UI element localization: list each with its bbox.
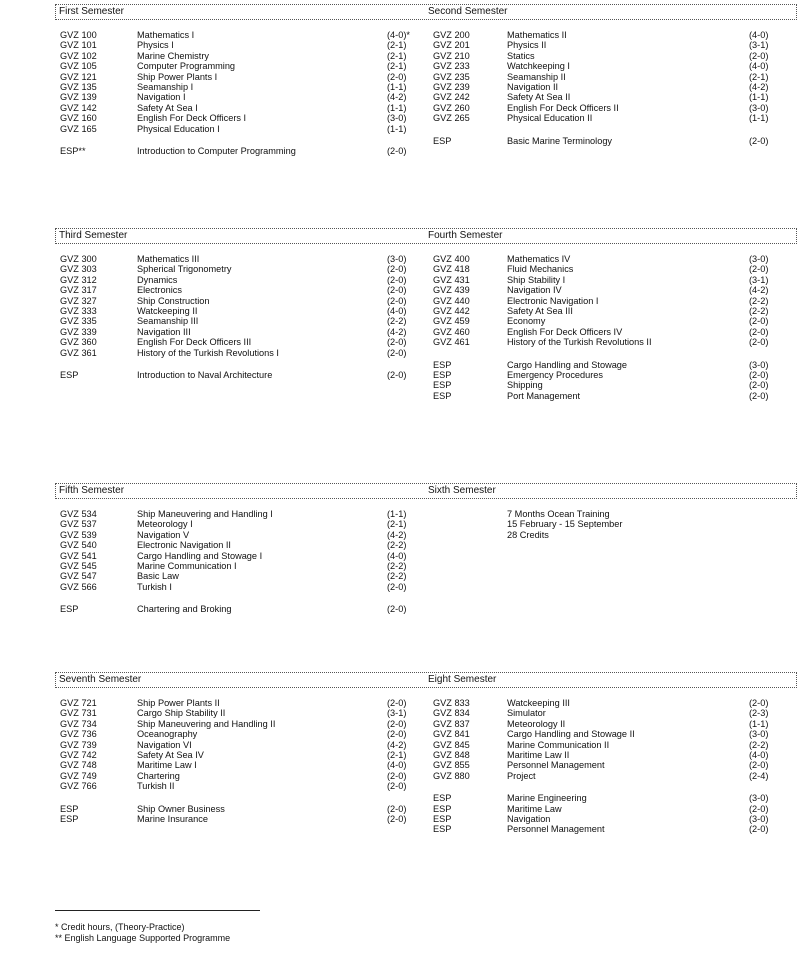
course-credit: (2-1) [387, 50, 407, 61]
course-row [55, 306, 795, 316]
semester-right-column [55, 254, 795, 401]
course-credit: (3-0) [387, 254, 407, 264]
course-credit: (2-0) [387, 264, 407, 275]
course-name: Ship Maneuvering and Handling I [137, 509, 273, 519]
course-row [55, 40, 795, 50]
course-credit: (2-2) [387, 571, 407, 582]
course-code: GVZ 440 [433, 295, 470, 306]
course-credit: (2-0) [749, 760, 769, 771]
esp-course-name: Basic Marine Terminology [507, 135, 613, 146]
course-code: GVZ 460 [433, 326, 470, 337]
course-credit: (3-1) [749, 40, 769, 51]
course-code: GVZ 200 [433, 30, 470, 40]
course-code: GVZ 566 [60, 581, 97, 592]
course-row [55, 551, 795, 561]
course-code: GVZ 165 [60, 123, 97, 134]
course-row [55, 30, 795, 40]
course-name: Computer Programming [137, 61, 236, 72]
semester-header-bar [55, 672, 797, 688]
course-row [55, 561, 795, 571]
esp-course-code: ESP [433, 369, 452, 380]
course-name: Safety At Sea III [507, 305, 573, 316]
course-name: Marine Chemistry [137, 50, 209, 61]
course-name: English For Deck Officers I [137, 113, 247, 124]
course-code: GVZ 855 [433, 760, 470, 771]
course-name: Watckeeping III [507, 698, 570, 708]
course-name: Ship Power Plants I [137, 71, 218, 82]
course-code: GVZ 834 [433, 708, 470, 719]
esp-course-row [55, 804, 795, 814]
course-code: GVZ 731 [60, 708, 97, 719]
course-credit: (4-2) [749, 81, 769, 92]
course-name: Statics [507, 50, 535, 61]
course-name: Navigation III [137, 326, 191, 337]
footnote-credit-hours: * Credit hours, (Theory-Practice) [55, 922, 185, 932]
course-credit: (2-0) [749, 50, 769, 61]
course-code: GVZ 327 [60, 295, 97, 306]
esp-course-credit: (2-0) [749, 380, 769, 391]
esp-course-row [55, 136, 795, 146]
course-credit: (2-2) [387, 316, 407, 327]
course-name: Ship Construction [137, 295, 210, 306]
esp-course-name: Introduction to Computer Programming [137, 145, 296, 156]
esp-course-credit: (2-0) [749, 824, 769, 835]
esp-course-name: Personnel Management [507, 824, 605, 835]
course-code: GVZ 736 [60, 729, 97, 740]
esp-course-name: Port Management [507, 390, 581, 401]
semester-right-column [55, 698, 795, 835]
esp-course-credit: (2-0) [749, 369, 769, 380]
course-name: Meteorology I [137, 519, 193, 530]
course-row [55, 72, 795, 82]
course-name: Physics I [137, 40, 174, 51]
esp-course-code: ESP [433, 793, 452, 804]
course-code: GVZ 739 [60, 739, 97, 750]
esp-course-row [55, 604, 795, 614]
course-name: Electronic Navigation II [137, 540, 231, 551]
course-row [55, 61, 795, 71]
course-code: GVZ 210 [433, 50, 470, 61]
course-code: GVZ 845 [433, 739, 470, 750]
course-credit: (3-0) [749, 729, 769, 740]
course-code: GVZ 439 [433, 285, 470, 296]
course-credit: (2-2) [749, 739, 769, 750]
course-credit: (2-0) [387, 337, 407, 348]
course-name: Simulator [507, 708, 546, 719]
course-name: Seamanship II [507, 71, 566, 82]
semester-title: Third Semester [59, 230, 128, 241]
esp-course-row [55, 824, 795, 834]
course-credit: (2-0) [387, 718, 407, 729]
semester-header-bar [55, 483, 797, 499]
course-name: Safety At Sea II [507, 92, 571, 103]
course-name: Economy [507, 316, 546, 327]
course-row [55, 285, 795, 295]
course-row [55, 582, 795, 592]
esp-course-code: ESP [433, 824, 452, 835]
semester-right-column [55, 30, 795, 146]
course-name: Ship Stability I [507, 274, 566, 285]
course-credit: (2-0) [749, 264, 769, 275]
course-code: GVZ 201 [433, 40, 470, 51]
course-name: Navigation V [137, 529, 190, 540]
course-code: GVZ 312 [60, 274, 97, 285]
course-code: GVZ 265 [433, 113, 470, 124]
course-credit: (1-1) [387, 102, 407, 113]
course-name: Electronics [137, 285, 182, 296]
footnote-rule [55, 910, 260, 911]
course-name: Project [507, 770, 536, 781]
course-row [55, 92, 795, 102]
course-row [55, 337, 795, 347]
esp-course-name: Navigation [507, 813, 551, 824]
course-credit: (2-2) [749, 305, 769, 316]
course-credit: (4-0) [749, 30, 769, 40]
esp-course-code: ESP [433, 390, 452, 401]
course-credit: (4-0) [387, 305, 407, 316]
course-code: GVZ 721 [60, 698, 97, 708]
course-row [55, 103, 795, 113]
course-credit: (1-1) [387, 81, 407, 92]
esp-course-credit: (3-0) [749, 793, 769, 804]
esp-course-name: Maritime Law [507, 803, 562, 814]
course-name: Mathematics IV [507, 254, 571, 264]
esp-course-code: ESP [433, 803, 452, 814]
course-credit: (4-0) [387, 760, 407, 771]
esp-course-row [55, 360, 795, 370]
course-credit: (2-0) [387, 295, 407, 306]
esp-course-name: Emergency Procedures [507, 369, 604, 380]
course-code: GVZ 101 [60, 40, 97, 51]
course-code: GVZ 534 [60, 509, 97, 519]
esp-course-name: Marine Insurance [137, 813, 208, 824]
course-credit: (4-0) [749, 61, 769, 72]
course-credit: (2-0) [387, 770, 407, 781]
course-code: GVZ 833 [433, 698, 470, 708]
semester-title: Eight Semester [428, 674, 497, 685]
esp-course-credit: (2-0) [749, 390, 769, 401]
esp-course-credit: (2-0) [387, 369, 407, 380]
esp-course-credit: (3-0) [749, 359, 769, 370]
course-credit: (4-0)* [387, 30, 410, 40]
course-code: GVZ 100 [60, 30, 97, 40]
esp-course-row [55, 391, 795, 401]
esp-course-row [55, 793, 795, 803]
course-code: GVZ 239 [433, 81, 470, 92]
course-credit: (1-1) [749, 718, 769, 729]
course-code: GVZ 235 [433, 71, 470, 82]
semester-title: Second Semester [428, 6, 508, 17]
esp-course-code: ESP [433, 359, 452, 370]
course-credit: (2-1) [749, 71, 769, 82]
course-credit: (2-0) [387, 781, 407, 792]
course-code: GVZ 121 [60, 71, 97, 82]
semester-title: Fifth Semester [59, 485, 125, 496]
course-credit: (2-2) [749, 295, 769, 306]
course-credit: (2-0) [387, 698, 407, 708]
course-row [55, 296, 795, 306]
course-code: GVZ 160 [60, 113, 97, 124]
training-note: 7 Months Ocean Training [507, 509, 610, 519]
course-credit: (2-0) [387, 581, 407, 592]
course-code: GVZ 545 [60, 560, 97, 571]
course-name: Chartering [137, 770, 180, 781]
course-credit: (2-0) [387, 274, 407, 285]
course-row [55, 327, 795, 337]
course-credit: (2-0) [749, 698, 769, 708]
course-code: GVZ 431 [433, 274, 470, 285]
course-row [55, 264, 795, 274]
course-credit: (2-1) [387, 61, 407, 72]
course-code: GVZ 734 [60, 718, 97, 729]
course-name: Dynamics [137, 274, 178, 285]
course-name: Basic Law [137, 571, 179, 582]
semester-header-bar [55, 228, 797, 244]
semester-header-bar [55, 4, 797, 20]
course-row [55, 740, 795, 750]
esp-course-code: ESP [433, 135, 452, 146]
esp-course-row [55, 146, 795, 156]
course-code: GVZ 339 [60, 326, 97, 337]
course-name: Navigation VI [137, 739, 192, 750]
semester-right-column [55, 509, 795, 540]
course-code: GVZ 841 [433, 729, 470, 740]
esp-course-credit: (2-0) [387, 803, 407, 814]
course-credit: (4-2) [387, 739, 407, 750]
course-name: Ship Maneuvering and Handling II [137, 718, 276, 729]
course-credit: (4-2) [749, 285, 769, 296]
course-credit: (2-0) [749, 326, 769, 337]
course-code: GVZ 242 [433, 92, 470, 103]
course-code: GVZ 539 [60, 529, 97, 540]
course-row [55, 51, 795, 61]
training-note: 28 Credits [507, 529, 549, 540]
esp-course-code: ESP [60, 369, 79, 380]
course-name: Turkish I [137, 581, 172, 592]
esp-course-code: ESP [433, 813, 452, 824]
course-credit: (2-4) [749, 770, 769, 781]
course-name: Safety At Sea IV [137, 749, 204, 760]
semester-title: Sixth Semester [428, 485, 496, 496]
course-credit: (4-2) [387, 92, 407, 103]
course-credit: (4-0) [387, 550, 407, 561]
course-credit: (2-0) [749, 337, 769, 348]
course-credit: (3-0) [749, 254, 769, 264]
esp-course-row [55, 814, 795, 824]
esp-course-code: ESP [60, 803, 79, 814]
course-name: Oceanography [137, 729, 198, 740]
training-note-row [55, 509, 795, 519]
course-code: GVZ 335 [60, 316, 97, 327]
course-credit: (2-0) [387, 729, 407, 740]
course-credit: (4-2) [387, 529, 407, 540]
course-row [55, 698, 795, 708]
course-credit: (2-2) [387, 540, 407, 551]
training-note-row [55, 530, 795, 540]
course-code: GVZ 233 [433, 61, 470, 72]
esp-course-name: Shipping [507, 380, 543, 391]
course-code: GVZ 748 [60, 760, 97, 771]
course-credit: (2-1) [387, 519, 407, 530]
esp-course-credit: (2-0) [749, 803, 769, 814]
semester-title: Seventh Semester [59, 674, 142, 685]
course-credit: (1-1) [749, 92, 769, 103]
course-code: GVZ 333 [60, 305, 97, 316]
semester-title: First Semester [59, 6, 125, 17]
course-code: GVZ 360 [60, 337, 97, 348]
course-row [55, 771, 795, 781]
course-credit: (2-1) [387, 749, 407, 760]
course-code: GVZ 139 [60, 92, 97, 103]
course-code: GVZ 142 [60, 102, 97, 113]
course-code: GVZ 300 [60, 254, 97, 264]
course-name: Mathematics II [507, 30, 567, 40]
course-code: GVZ 461 [433, 337, 470, 348]
semester-title: Fourth Semester [428, 230, 503, 241]
course-name: Fluid Mechanics [507, 264, 574, 275]
course-code: GVZ 837 [433, 718, 470, 729]
course-name: Watchkeeping I [507, 61, 570, 72]
course-credit: (2-0) [387, 347, 407, 358]
course-name: History of the Turkish Revolutions II [507, 337, 652, 348]
esp-course-name: Cargo Handling and Stowage [507, 359, 628, 370]
course-name: Mathematics III [137, 254, 200, 264]
course-credit: (3-0) [749, 102, 769, 113]
course-row [55, 275, 795, 285]
course-code: GVZ 102 [60, 50, 97, 61]
course-code: GVZ 260 [433, 102, 470, 113]
course-name: Cargo Handling and Stowage II [507, 729, 635, 740]
course-row [55, 708, 795, 718]
footnote-esp: ** English Language Supported Programme [55, 933, 231, 943]
course-credit: (4-0) [749, 749, 769, 760]
course-code: GVZ 105 [60, 61, 97, 72]
course-credit: (2-1) [387, 40, 407, 51]
course-name: Electronic Navigation I [507, 295, 599, 306]
course-code: GVZ 459 [433, 316, 470, 327]
course-code: GVZ 442 [433, 305, 470, 316]
course-credit: (3-1) [387, 708, 407, 719]
course-code: GVZ 303 [60, 264, 97, 275]
esp-course-code: ESP** [60, 145, 86, 156]
course-name: Maritime Law I [137, 760, 197, 771]
course-credit: (3-1) [749, 274, 769, 285]
course-row [55, 571, 795, 581]
esp-course-name: Introduction to Naval Architecture [137, 369, 273, 380]
course-row [55, 113, 795, 123]
course-row [55, 82, 795, 92]
course-code: GVZ 880 [433, 770, 470, 781]
course-code: GVZ 418 [433, 264, 470, 275]
course-row [55, 719, 795, 729]
esp-course-code: ESP [433, 380, 452, 391]
course-row [55, 254, 795, 264]
course-credit: (1-1) [749, 113, 769, 124]
course-name: Navigation II [507, 81, 559, 92]
course-name: Physical Education I [137, 123, 220, 134]
course-name: Physics II [507, 40, 547, 51]
esp-course-credit: (2-0) [387, 145, 407, 156]
course-code: GVZ 135 [60, 81, 97, 92]
esp-course-code: ESP [60, 813, 79, 824]
course-name: Cargo Ship Stability II [137, 708, 226, 719]
course-name: Mathematics I [137, 30, 195, 40]
course-row [55, 760, 795, 770]
course-credit: (2-0) [749, 316, 769, 327]
esp-course-code: ESP [60, 604, 79, 615]
course-name: Spherical Trigonometry [137, 264, 232, 275]
course-name: Safety At Sea I [137, 102, 198, 113]
course-name: Meteorology II [507, 718, 566, 729]
training-note-row [55, 519, 795, 529]
course-name: Ship Power Plants II [137, 698, 220, 708]
course-credit: (4-2) [387, 326, 407, 337]
course-code: GVZ 400 [433, 254, 470, 264]
course-name: English For Deck Officers II [507, 102, 619, 113]
course-row [55, 540, 795, 550]
course-code: GVZ 541 [60, 550, 97, 561]
course-name: Marine Communication II [507, 739, 610, 750]
course-row [55, 316, 795, 326]
esp-course-credit: (3-0) [749, 813, 769, 824]
course-name: English For Deck Officers III [137, 337, 252, 348]
esp-course-credit: (2-0) [749, 135, 769, 146]
course-name: Maritime Law II [507, 749, 570, 760]
course-code: GVZ 848 [433, 749, 470, 760]
course-name: Seamanship III [137, 316, 199, 327]
course-code: GVZ 540 [60, 540, 97, 551]
course-credit: (2-0) [387, 71, 407, 82]
course-credit: (1-1) [387, 123, 407, 134]
course-name: English For Deck Officers IV [507, 326, 623, 337]
course-name: Cargo Handling and Stowage I [137, 550, 263, 561]
esp-course-row [55, 380, 795, 390]
training-note: 15 February - 15 September [507, 519, 623, 530]
course-name: Turkish II [137, 781, 175, 792]
course-name: Seamanship I [137, 81, 194, 92]
course-credit: (1-1) [387, 509, 407, 519]
course-code: GVZ 317 [60, 285, 97, 296]
course-code: GVZ 749 [60, 770, 97, 781]
course-credit: (3-0) [387, 113, 407, 124]
esp-course-name: Ship Owner Business [137, 803, 225, 814]
course-credit: (2-3) [749, 708, 769, 719]
course-row [55, 750, 795, 760]
course-name: History of the Turkish Revolutions I [137, 347, 279, 358]
course-code: GVZ 361 [60, 347, 97, 358]
esp-course-row [55, 370, 795, 380]
course-name: Physical Education II [507, 113, 593, 124]
course-credit: (2-0) [387, 285, 407, 296]
esp-course-credit: (2-0) [387, 813, 407, 824]
esp-course-name: Chartering and Broking [137, 604, 232, 615]
course-credit: (2-2) [387, 560, 407, 571]
esp-course-name: Marine Engineering [507, 793, 587, 804]
course-row [55, 729, 795, 739]
course-name: Marine Communication I [137, 560, 237, 571]
esp-course-credit: (2-0) [387, 604, 407, 615]
course-name: Personnel Management [507, 760, 605, 771]
course-name: Navigation IV [507, 285, 562, 296]
course-code: GVZ 766 [60, 781, 97, 792]
course-code: GVZ 547 [60, 571, 97, 582]
course-code: GVZ 742 [60, 749, 97, 760]
course-name: Watckeeping II [137, 305, 198, 316]
course-code: GVZ 537 [60, 519, 97, 530]
course-name: Navigation I [137, 92, 186, 103]
